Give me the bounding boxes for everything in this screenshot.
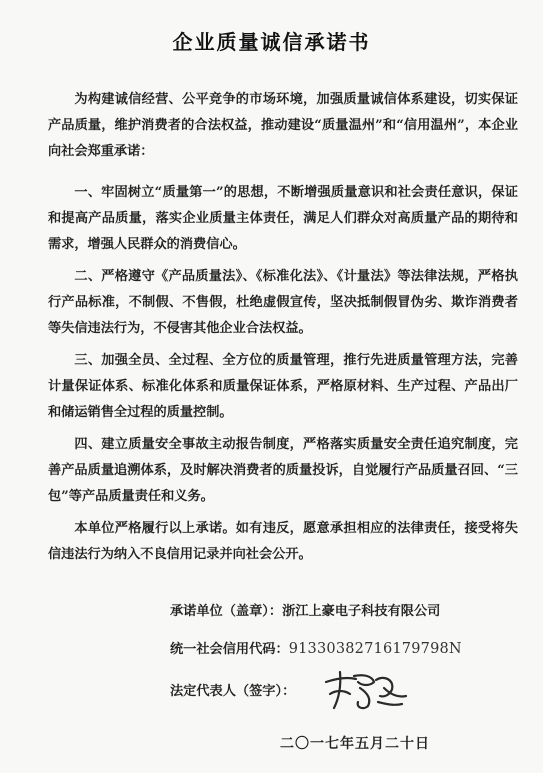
credit-code-line [170, 638, 462, 657]
commitment-paragraph-1: 一、牢固树立“质量第一”的思想，不断增强质量意识和社会责任意识，保证和提高产品质量，落实企业质量主体责任，满足人们群众对高质量产品的期待和需求，增强人民群众的消费信心。 [48, 185, 518, 253]
commitment-paragraph-4: 四、建立质量安全事故主动报告制度，严格落实质量安全责任追究制度，完善产品质量追溯体系，及时解决消费者的质量投诉，自觉履行产品质量召回、“三包”等产品质量责任和义务。 [48, 437, 518, 505]
credit-code-label: 统一社会信用代码： [170, 642, 289, 657]
handwritten-signature [320, 668, 410, 714]
legal-representative-label: 法定代表人（签字）： [170, 684, 296, 699]
credit-code-value: 91330382716179798N [288, 641, 462, 657]
commitment-paragraph-3: 三、加强全员、全过程、全方位的质量管理，推行先进质量管理方法，完善计量保证体系、标准化体系和质量保证体系，严格原材料、生产过程、产品出厂和储运销售全过程的质量控制。 [48, 353, 518, 421]
committing-unit-name: 浙江上豪电子科技有限公司 [282, 604, 441, 619]
closing-paragraph: 本单位严格履行以上承诺。如有违反，愿意承担相应的法律责任，接受将失信违法行为纳入不良信用记录并向社会公开。 [48, 521, 518, 563]
intro-paragraph: 为构建诚信经营、公平竞争的市场环境，加强质量诚信体系建设，切实保证产品质量，维护消费者的合法权益，推动建设“质量温州”和“信用温州”，本企业向社会郑重承诺： [48, 92, 518, 160]
committing-unit-label: 承诺单位（盖章）： [170, 604, 283, 619]
commitment-paragraph-2: 二、严格遵守《产品质量法》、《标准化法》、《计量法》等法律法规，严格执行产品标准，不制假、不售假，杜绝虚假宣传，坚决抵制假冒伪劣、欺诈消费者等失信违法行为，不侵害其他企业合法权益。 [48, 269, 518, 337]
commitment-date: 二〇一七年五月二十日 [280, 736, 430, 752]
document-title: 企业质量诚信承诺书 [172, 30, 371, 54]
committing-unit-line [170, 600, 440, 619]
legal-representative-line [170, 680, 295, 699]
